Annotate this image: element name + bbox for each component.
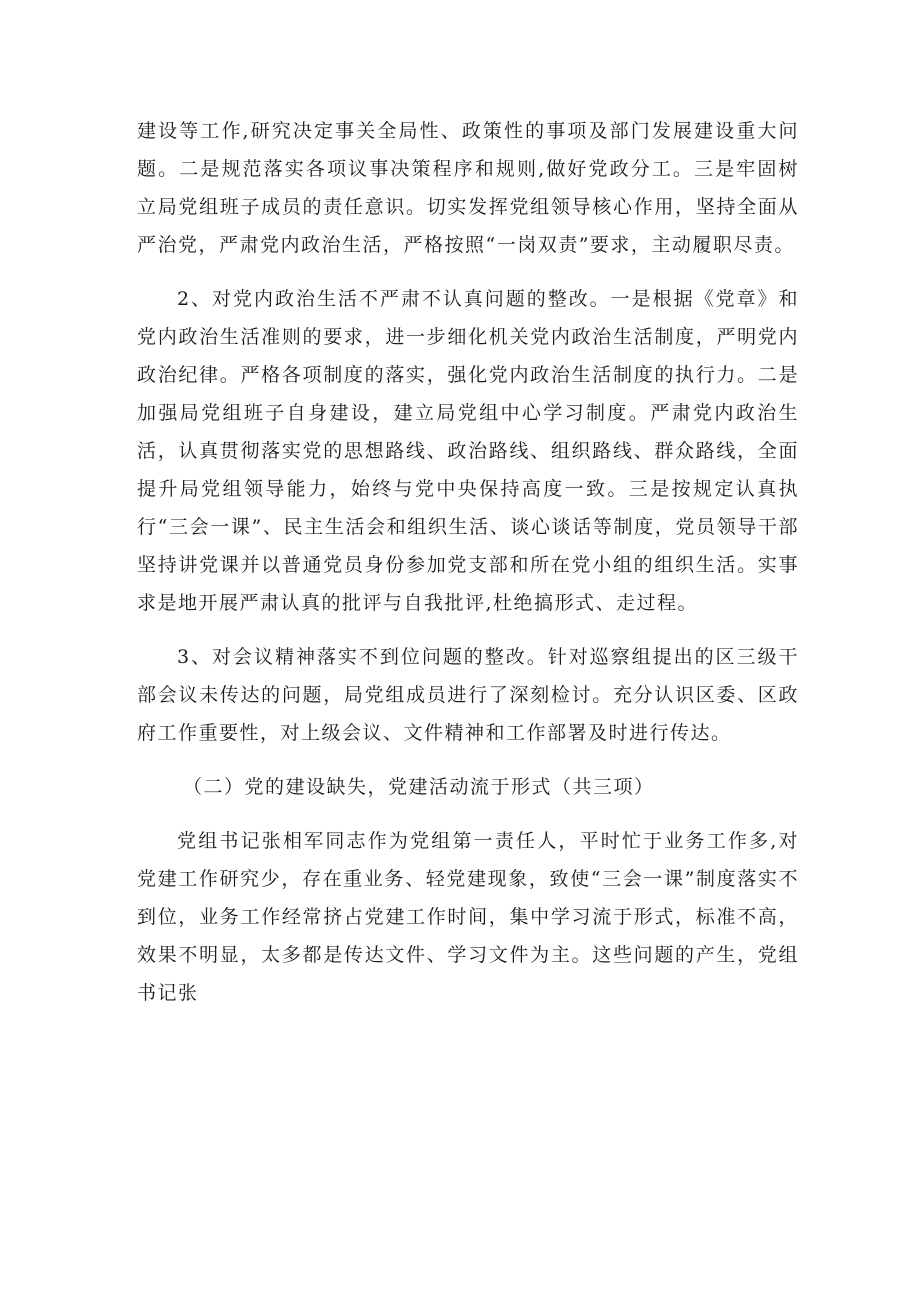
paragraph-final: 党组书记张相军同志作为党组第一责任人，平时忙于业务工作多,对党建工作研究少，存在重业务、轻党建现象，致使“三会一课”制度落实不到位，业务工作经常挤占党建工作时间，集中学习流于形式，标准不高，效果不明显，太多都是传达文件、学习文件为主。这些问题的产生，党组书记张: [137, 830, 799, 1004]
section-heading: （二）党的建设缺失，党建活动流于形式（共三项）: [183, 776, 655, 798]
paragraph-continued: 建设等工作,研究决定事关全局性、政策性的事项及部门发展建设重大问题。二是规范落实各项议事决策程序和规则,做好党政分工。三是牢固树立局党组班子成员的责任意识。切实发挥党组领导核心作用，坚持全面从严治党，严肃党内政治生活，严格按照“一岗双责”要求，主动履职尽责。: [137, 120, 799, 256]
document-body: [137, 112, 799, 1012]
paragraph-item-3: 3、对会议精神落实不到位问题的整改。针对巡察组提出的区三级干部会议未传达的问题，局党组成员进行了深刻检讨。充分认识区委、区政府工作重要性，对上级会议、文件精神和工作部署及时进行传达。: [137, 646, 799, 744]
paragraph-item-2: 2、对党内政治生活不严肃不认真问题的整改。一是根据《党章》和党内政治生活准则的要求，进一步细化机关党内政治生活制度，严明党内政治纪律。严格各项制度的落实，强化党内政治生活制度的执行力。二是加强局党组班子自身建设，建立局党组中心学习制度。严肃党内政治生活，认真贯彻落实党的思想路线、政治路线、组织路线、群众路线，全面提升局党组领导能力，始终与党中央保持高度一致。三是按规定认真执行“三会一课”、民主生活会和组织生活、谈心谈话等制度，党员领导干部坚持讲党课并以普通党员身份参加党支部和所在党小组的组织生活。实事求是地开展严肃认真的批评与自我批评,杜绝搞形式、走过程。: [137, 288, 799, 614]
